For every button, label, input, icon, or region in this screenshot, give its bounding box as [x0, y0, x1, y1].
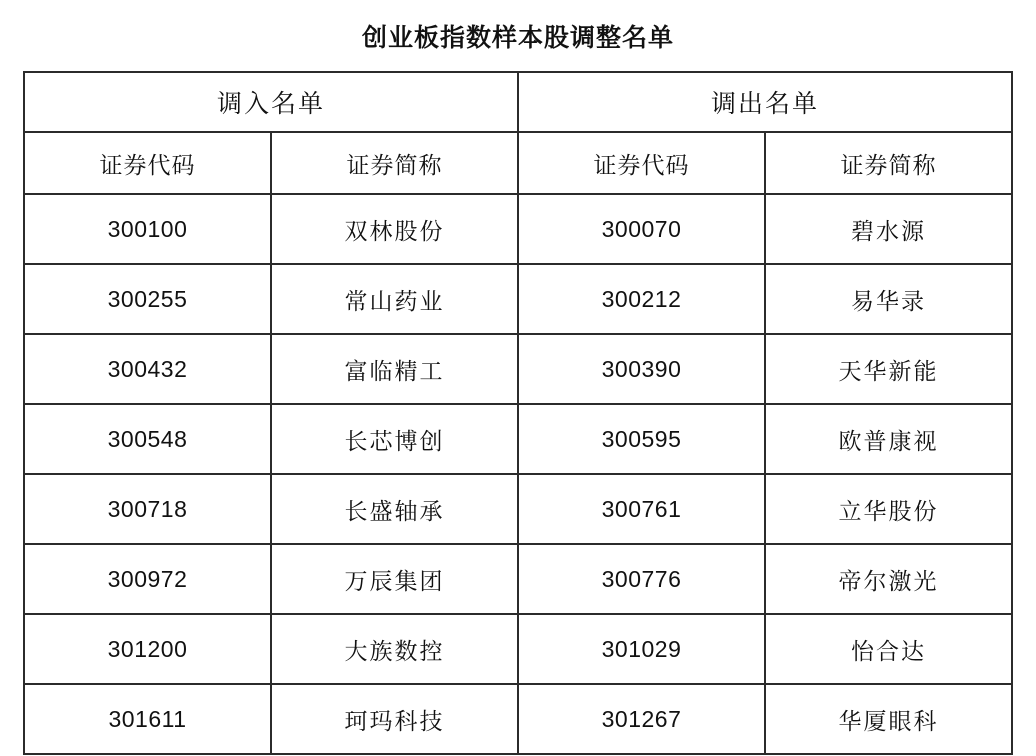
cell-in-code: 301200 — [24, 614, 271, 684]
column-header-in-code: 证券代码 — [24, 132, 271, 194]
table-row — [24, 194, 1012, 264]
cell-out-code: 301029 — [518, 614, 765, 684]
cell-out-name: 天华新能 — [765, 334, 1012, 404]
cell-in-name: 万辰集团 — [271, 544, 518, 614]
table-row — [24, 684, 1012, 754]
cell-in-code: 300972 — [24, 544, 271, 614]
cell-in-code: 301611 — [24, 684, 271, 754]
cell-in-code: 300548 — [24, 404, 271, 474]
cell-out-name: 欧普康视 — [765, 404, 1012, 474]
cell-out-name: 帝尔激光 — [765, 544, 1012, 614]
table-column-header-row — [24, 132, 1012, 194]
group-header-inclusion: 调入名单 — [24, 72, 518, 132]
table-row — [24, 544, 1012, 614]
cell-in-name: 双林股份 — [271, 194, 518, 264]
table-row — [24, 474, 1012, 544]
cell-in-name: 长盛轴承 — [271, 474, 518, 544]
column-header-out-code: 证券代码 — [518, 132, 765, 194]
table-row — [24, 404, 1012, 474]
cell-in-name: 长芯博创 — [271, 404, 518, 474]
cell-out-code: 300776 — [518, 544, 765, 614]
table-row — [24, 334, 1012, 404]
sample-stock-adjustment-table — [23, 71, 1013, 755]
cell-in-code: 300100 — [24, 194, 271, 264]
group-header-exclusion: 调出名单 — [518, 72, 1012, 132]
cell-in-name: 珂玛科技 — [271, 684, 518, 754]
cell-out-name: 易华录 — [765, 264, 1012, 334]
table-group-header-row — [24, 72, 1012, 132]
page-title: 创业板指数样本股调整名单 — [361, 24, 674, 52]
cell-in-code: 300432 — [24, 334, 271, 404]
column-header-out-name: 证券简称 — [765, 132, 1012, 194]
column-header-in-name: 证券简称 — [271, 132, 518, 194]
cell-in-name: 大族数控 — [271, 614, 518, 684]
cell-in-name: 常山药业 — [271, 264, 518, 334]
table-row — [24, 614, 1012, 684]
cell-out-code: 300212 — [518, 264, 765, 334]
cell-out-code: 301267 — [518, 684, 765, 754]
cell-out-name: 立华股份 — [765, 474, 1012, 544]
cell-in-name: 富临精工 — [271, 334, 518, 404]
cell-out-code: 300070 — [518, 194, 765, 264]
cell-out-code: 300595 — [518, 404, 765, 474]
table-row — [24, 264, 1012, 334]
cell-out-code: 300390 — [518, 334, 765, 404]
cell-in-code: 300718 — [24, 474, 271, 544]
cell-out-code: 300761 — [518, 474, 765, 544]
cell-out-name: 碧水源 — [765, 194, 1012, 264]
cell-in-code: 300255 — [24, 264, 271, 334]
cell-out-name: 华厦眼科 — [765, 684, 1012, 754]
cell-out-name: 怡合达 — [765, 614, 1012, 684]
